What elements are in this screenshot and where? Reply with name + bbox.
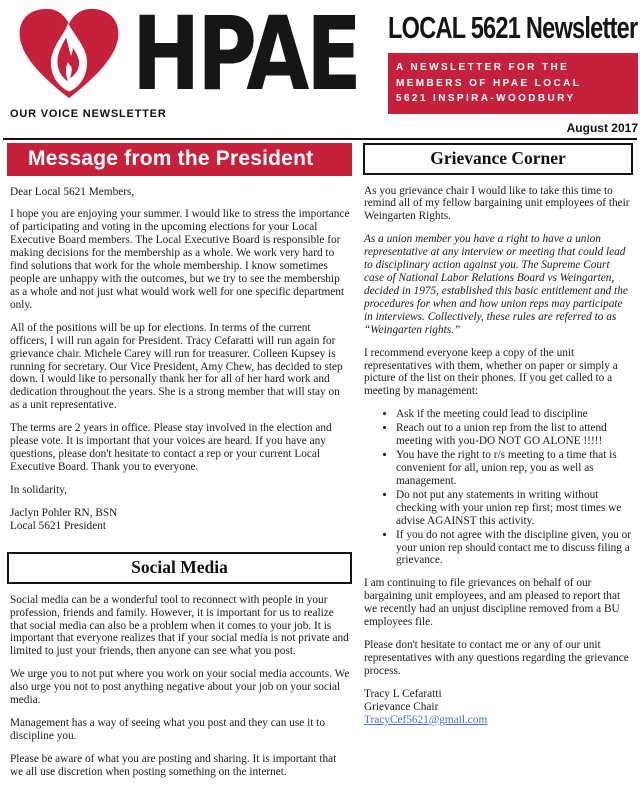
masthead-left <box>10 0 388 135</box>
social-media-body <box>7 594 352 779</box>
paragraph: I am continuing to file grievances on behalf of our bargaining unit employees, and am pleased to report that we recently had an unjust discipline removed from a BU employees file. <box>364 577 621 629</box>
grievance-bullet-list <box>364 408 631 567</box>
paragraph: As you grievance chair I would like to take this time to remind all of my fellow bargaining unit employees of their Weingarten Rights. <box>364 184 630 223</box>
membership-banner-line: A NEWSLETTER FOR THE <box>396 62 570 73</box>
paragraph: The terms are 2 years in office. Please stay involved in the election and please vote. It is important that your voices are heard. If you have any questions, please don't hesitate to contact a rep or your current Local Executive Board. Thank you to everyone. <box>10 422 332 474</box>
list-item: • You have the right to r/s meeting to a time that is convenient for all, union rep, you as well as management. <box>396 449 631 488</box>
left-column <box>7 143 352 789</box>
issue-date: August 2017 <box>566 120 638 135</box>
list-item: • Do not put any statements in writing without checking with your union rep first; most times we advise AGAINST this activity. <box>396 489 631 528</box>
masthead-right <box>388 6 638 135</box>
email-link[interactable]: TracyCef5621@gmail.com <box>364 713 488 726</box>
content-columns <box>0 140 640 789</box>
signature-line: Tracy L Cefaratti <box>364 687 442 700</box>
paragraph: I hope you are enjoying your summer. I would like to stress the importance of participating and voting in the upcoming elections for your Local Executive Board members. The Local Executive Board is responsible for making decisions for the membership as a whole. We work very hard to find solutions that work for the whole membership. I know sometimes people are unhappy with the outcomes, but we try to see the membership as a whole and not just what would work well for one specific department only. <box>10 208 350 311</box>
list-item: • If you do not agree with the discipline given, you or your union rep should contact me to discuss filing a grievance. <box>396 529 631 568</box>
paragraph: Management has a way of seeing what you post and they can use it to discipline you. <box>10 717 325 742</box>
list-item: • Reach out to a union rep from the list to attend meeting with you-DO NOT GO ALONE !!!!! <box>396 422 631 448</box>
paragraph: Please be aware of what you are posting and sharing. It is important that we all use discretion when posting something on the internet. <box>10 752 337 778</box>
list-item: • Ask if the meeting could lead to discipline <box>396 408 631 421</box>
president-message-header: Message from the President <box>7 143 352 176</box>
social-media-section <box>7 552 352 779</box>
grievance-corner-body <box>363 185 633 727</box>
paragraph: Social media can be a wonderful tool to reconnect with people in your profession, friends and family. However, it is important for us to realize that social media can also be a problem when it comes to your job. It is important that everyone realizes that if your social media is not private and limited to just your friends, then anyone can see what you post. <box>10 593 349 658</box>
membership-banner <box>388 53 638 114</box>
paragraph: I recommend everyone keep a copy of the unit representatives with them, whether on paper or simply a picture of the list on their phones. If you get called to a meeting by management: <box>364 346 618 398</box>
signature-line: Local 5621 President <box>10 519 107 532</box>
membership-banner-line: 5621 INSPIRA-WOODBURY <box>396 93 576 104</box>
salutation: Dear Local 5621 Members, <box>10 185 135 198</box>
signature-block <box>364 688 631 727</box>
paragraph: All of the positions will be up for elections. In terms of the current officers, I will run again for President. Tracy Cefaratti will run again for grievance chair. Michele Carey will run for treasurer. Colleen Kupsey is running for secretary. Our Vice President, Amy Chew, has decided to step down. I would like to personally thank her for all of her hard work and dedication throughout the years. She is a strong member that will stay on as a unit representative. <box>10 321 343 412</box>
newsletter-title: LOCAL 5621 Newsletter <box>388 10 638 45</box>
president-message-body <box>7 186 352 533</box>
brand-title: HPAE <box>132 0 359 114</box>
weingarten-quote: As a union member you have a right to have a union representative at any interview or meeting that could lead to disciplinary action against you. The Supreme Court case of National Labor Relations Board vs Weingarten, decided in 1975, established this basic entitlement and the procedures for when and how union reps may participate in interviews. Collectively, these rules are referred to as “Weingarten rights.” <box>364 233 628 336</box>
paragraph: We urge you to not put where you work on your social media accounts. We also urge you not to post anything negative about your job on your social media. <box>10 668 350 707</box>
masthead-tagline: OUR VOICE NEWSLETTER <box>10 108 167 120</box>
masthead <box>0 0 640 135</box>
closing: In solidarity, <box>10 483 67 496</box>
grievance-corner-header: Grievance Corner <box>363 143 633 175</box>
paragraph: Please don't hesitate to contact me or any of our unit representatives with any questions regarding the grievance process. <box>364 639 629 677</box>
signature-block <box>10 507 350 533</box>
right-column <box>363 143 633 789</box>
signature-line: Grievance Chair <box>364 700 439 713</box>
membership-banner-line: MEMBERS OF HPAE LOCAL <box>396 77 582 89</box>
heart-flame-icon <box>10 6 128 101</box>
signature-line: Jaclyn Pohler RN, BSN <box>10 506 118 519</box>
social-media-header: Social Media <box>7 552 352 584</box>
